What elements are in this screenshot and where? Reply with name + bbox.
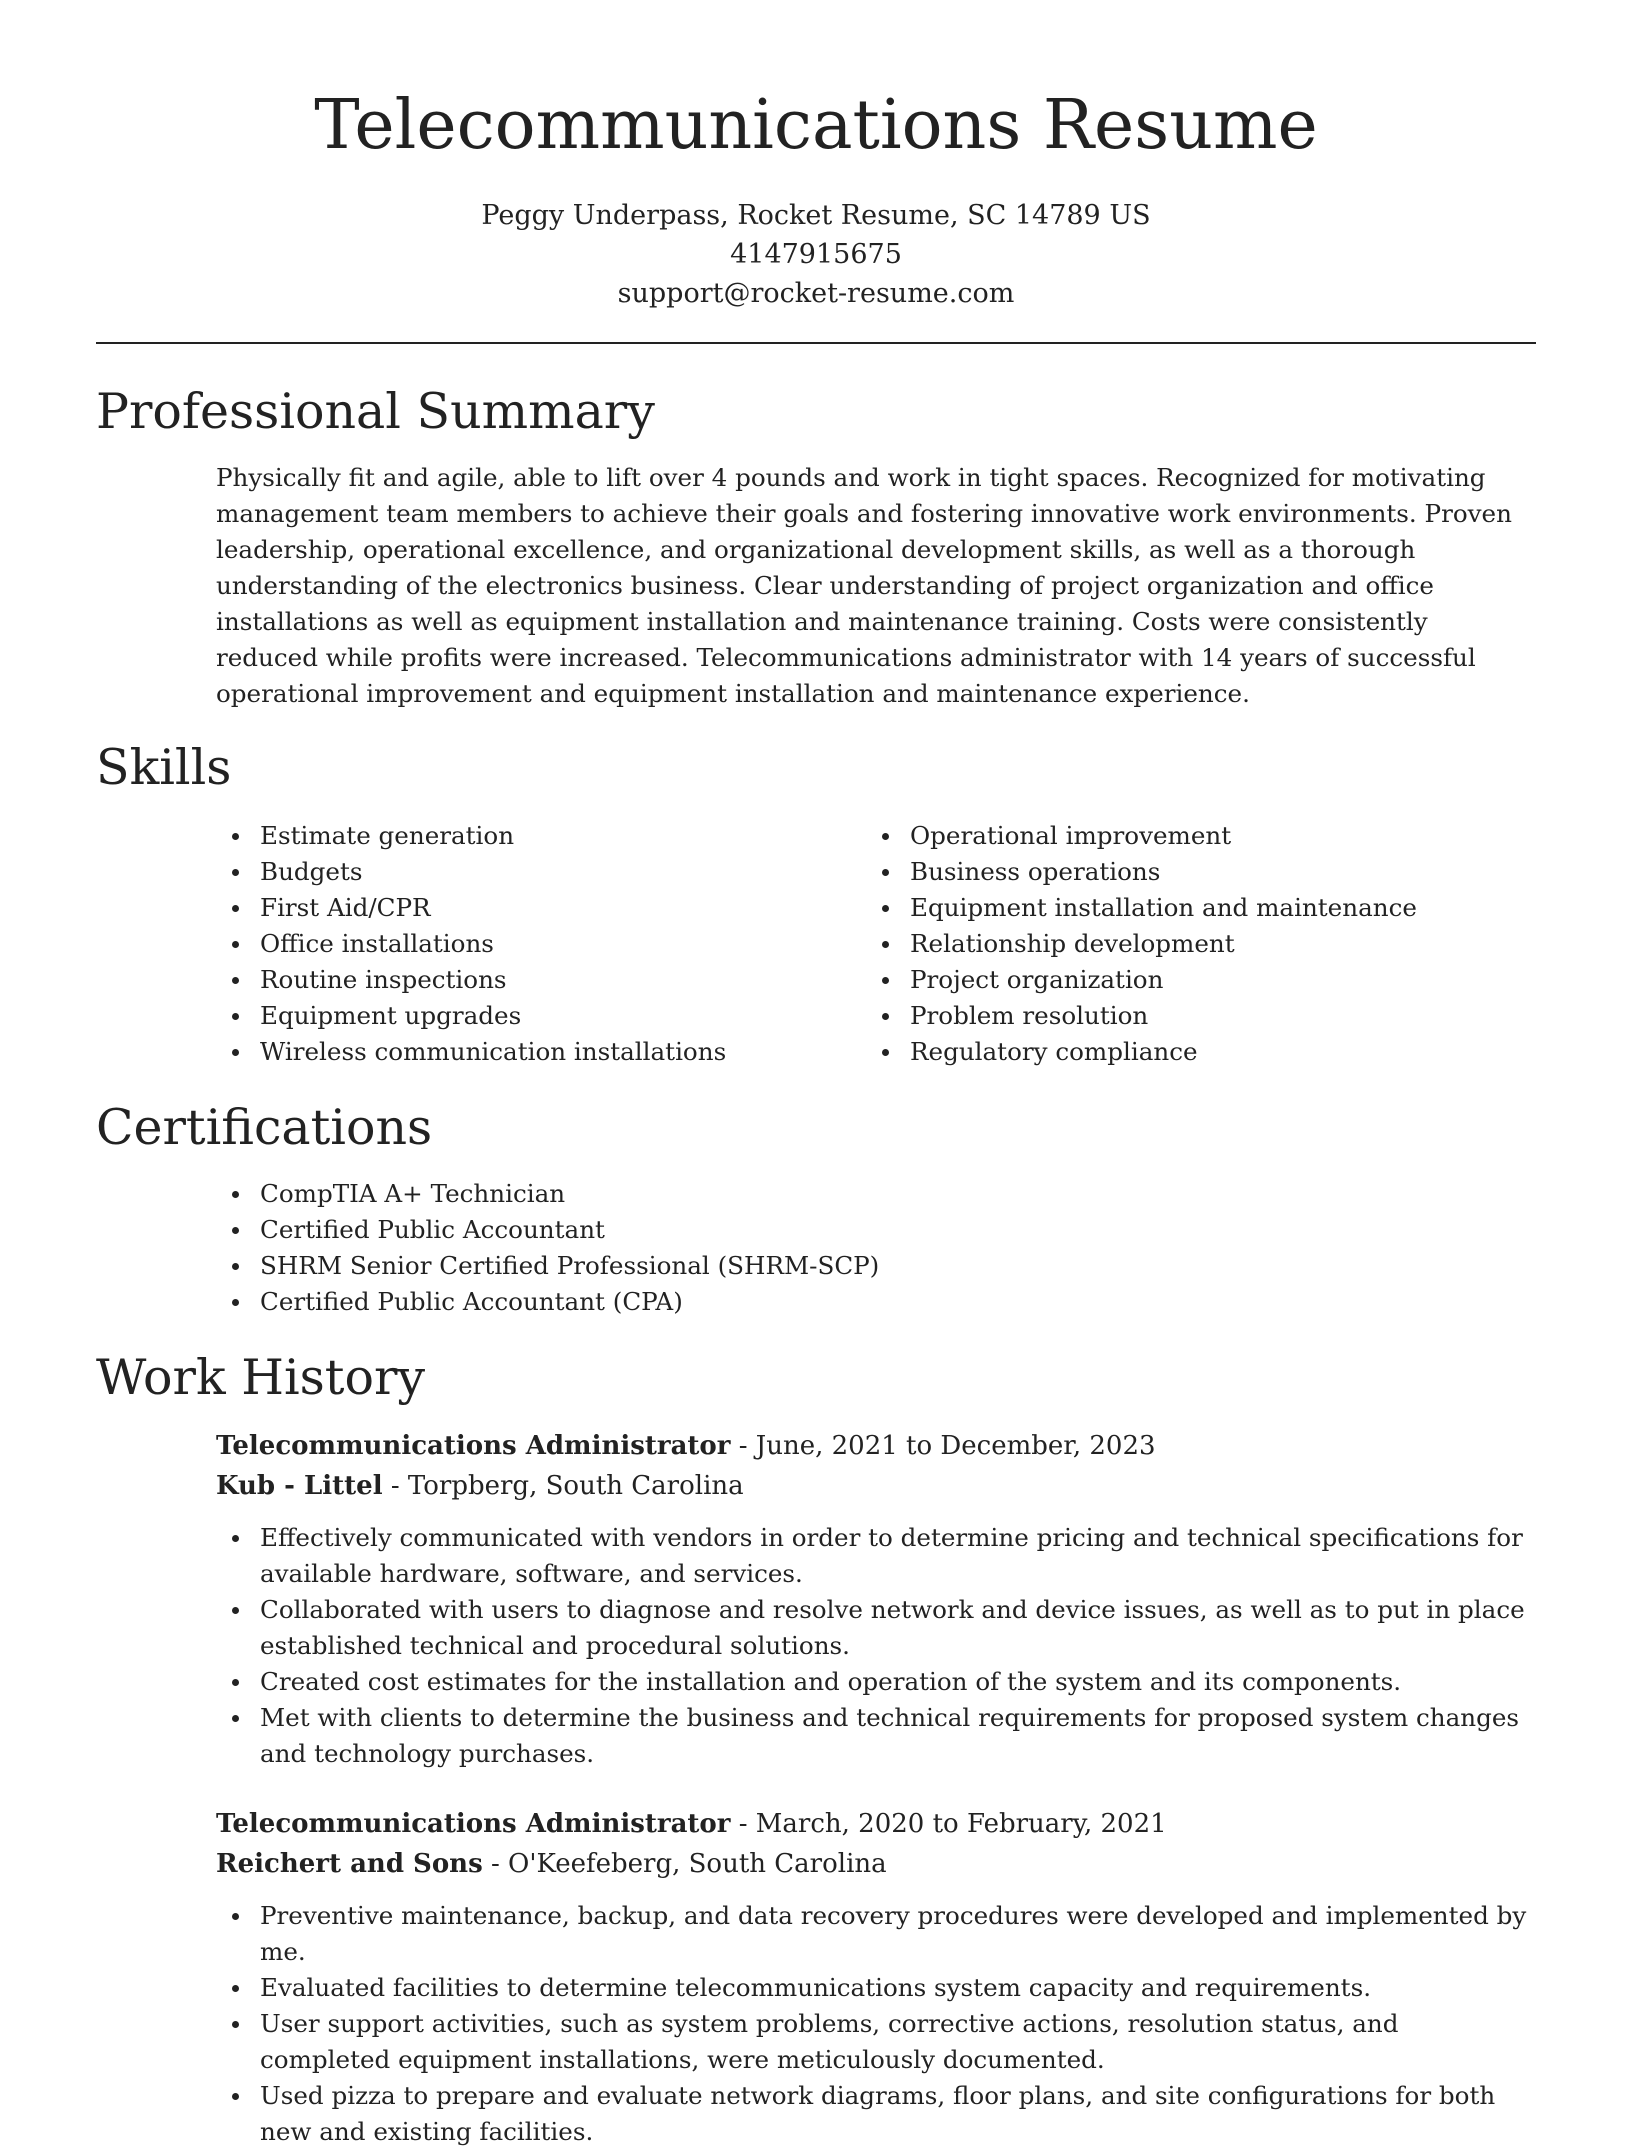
- job-title-line: [216, 1426, 1536, 1466]
- skills-left-column: [216, 818, 836, 1070]
- job-role: Telecommunications Administrator: [216, 1809, 731, 1839]
- list-item: Operational improvement: [910, 818, 1536, 854]
- job-entry: [216, 1426, 1536, 1506]
- resume-header: [0, 0, 1632, 313]
- job-role: Telecommunications Administrator: [216, 1431, 731, 1461]
- list-item: Routine inspections: [260, 962, 836, 998]
- list-item: Equipment installation and maintenance: [910, 890, 1536, 926]
- list-item: Created cost estimates for the installation and operation of the system and its components.: [260, 1664, 1536, 1700]
- job-bullets-block: [216, 1898, 1536, 2150]
- certifications-block: [216, 1176, 1536, 1320]
- list-item: Met with clients to determine the business and technical requirements for proposed system changes and technology purchases.: [260, 1700, 1536, 1772]
- page-title: Telecommunications Resume: [314, 86, 1318, 165]
- job-bullets: [216, 1520, 1536, 1772]
- list-item: Preventive maintenance, backup, and data recovery procedures were developed and implemented by me.: [260, 1898, 1536, 1970]
- list-item: Evaluated facilities to determine telecommunications system capacity and requirements.: [260, 1970, 1536, 2006]
- list-item: SHRM Senior Certified Professional (SHRM-SCP): [260, 1248, 1536, 1284]
- header-divider: [96, 342, 1536, 344]
- list-item: Equipment upgrades: [260, 998, 836, 1034]
- list-item: Effectively communicated with vendors in order to determine pricing and technical specifications for available hardware, software, and services.: [260, 1520, 1536, 1592]
- list-item: Office installations: [260, 926, 836, 962]
- list-item: Collaborated with users to diagnose and resolve network and device issues, as well as to put in place established technical and procedural solutions.: [260, 1592, 1536, 1664]
- list-item: Certified Public Accountant (CPA): [260, 1284, 1536, 1320]
- skills-right-column: [866, 818, 1536, 1070]
- summary-heading: Professional Summary: [96, 383, 655, 440]
- contact-email: support@rocket-resume.com: [617, 278, 1015, 309]
- job-bullets: [216, 1898, 1536, 2150]
- job-company: Reichert and Sons: [216, 1849, 483, 1879]
- skills-right-list: [866, 818, 1536, 1070]
- list-item: Used pizza to prepare and evaluate network diagrams, floor plans, and site configurations for both new and existing facilities.: [260, 2078, 1536, 2150]
- summary-text: Physically fit and agile, able to lift over 4 pounds and work in tight spaces. Recognized for motivating management team members to achieve their goals and fostering innovative work environments. Proven leadership, operational excellence, and organizational development skills, as well as a thorough understanding of the electronics business. Clear understanding of project organization and office installations as well as equipment installation and maintenance training. Costs were consistently reduced while profits were increased. Telecommunications administrator with 14 years of successful operational improvement and equipment installation and maintenance experience.: [216, 463, 1512, 708]
- job-dates: - March, 2020 to February, 2021: [730, 1809, 1167, 1839]
- job-entry: [216, 1804, 1536, 1884]
- skills-left-list: [216, 818, 836, 1070]
- list-item: Project organization: [910, 962, 1536, 998]
- list-item: Relationship development: [910, 926, 1536, 962]
- work-history-heading: Work History: [96, 1349, 426, 1406]
- list-item: Problem resolution: [910, 998, 1536, 1034]
- list-item: Budgets: [260, 854, 836, 890]
- job-location: - O'Keefeberg, South Carolina: [482, 1849, 887, 1879]
- job-dates: - June, 2021 to December, 2023: [730, 1431, 1156, 1461]
- list-item: Certified Public Accountant: [260, 1212, 1536, 1248]
- list-item: First Aid/CPR: [260, 890, 836, 926]
- job-company: Kub - Littel: [216, 1471, 383, 1501]
- list-item: Regulatory compliance: [910, 1034, 1536, 1070]
- certifications-list: [216, 1176, 1536, 1320]
- contact-phone: 4147915675: [730, 239, 902, 270]
- list-item: CompTIA A+ Technician: [260, 1176, 1536, 1212]
- job-title-line: [216, 1804, 1536, 1844]
- job-bullets-block: [216, 1520, 1536, 1772]
- list-item: User support activities, such as system problems, corrective actions, resolution status, and completed equipment installations, were meticulously documented.: [260, 2006, 1536, 2078]
- list-item: Wireless communication installations: [260, 1034, 836, 1070]
- contact-address: Peggy Underpass, Rocket Resume, SC 14789 US: [481, 200, 1151, 231]
- job-company-line: [216, 1844, 1536, 1884]
- certifications-heading: Certifications: [96, 1099, 433, 1156]
- skills-heading: Skills: [96, 739, 232, 796]
- list-item: Estimate generation: [260, 818, 836, 854]
- list-item: Business operations: [910, 854, 1536, 890]
- job-location: - Torpberg, South Carolina: [382, 1471, 744, 1501]
- job-company-line: [216, 1466, 1536, 1506]
- contact-block: [0, 196, 1632, 313]
